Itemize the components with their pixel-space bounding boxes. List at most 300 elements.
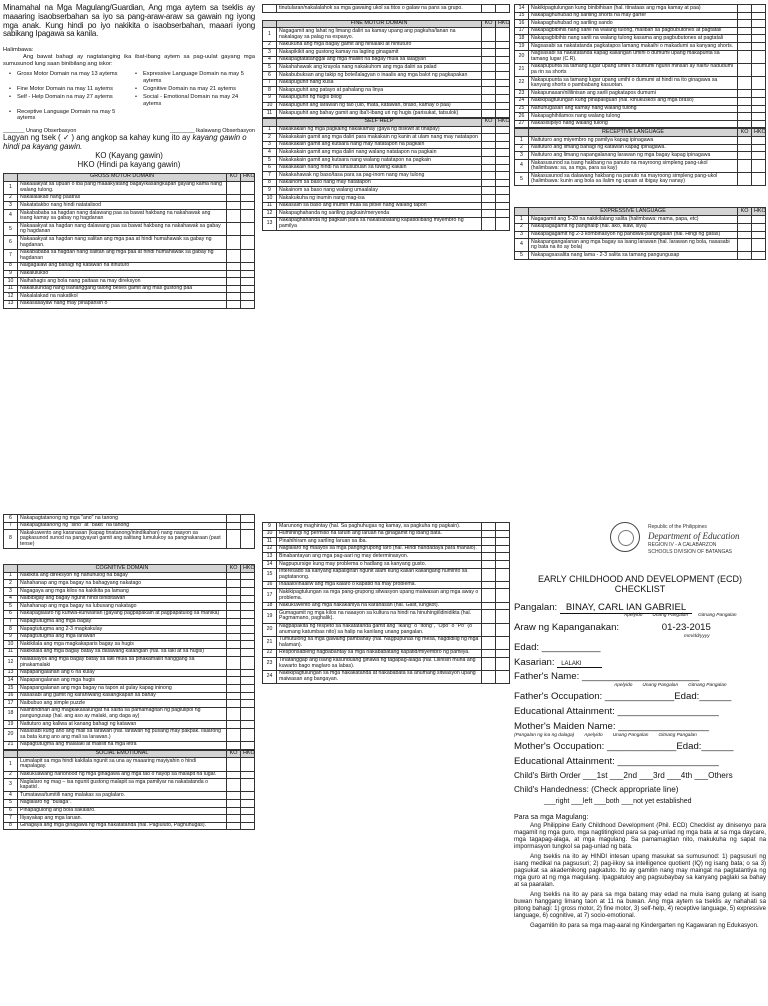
ko-checkbox[interactable] (227, 677, 241, 685)
ko-checkbox[interactable] (482, 157, 496, 165)
ko-checkbox[interactable] (738, 223, 752, 231)
ko-checkbox[interactable] (738, 137, 752, 145)
hko-checkbox[interactable] (752, 77, 766, 90)
table-row (263, 610, 510, 623)
ko-checkbox[interactable] (227, 822, 241, 830)
hko-checkbox[interactable] (241, 236, 255, 249)
ko-checkbox[interactable] (227, 572, 241, 580)
ko-checkbox[interactable] (227, 779, 241, 792)
item-text: Nakaaakyat sa hagdan nang salitan ang mga paa at hindi humahawak sa gabay ng hagdanan. (18, 236, 227, 249)
hko-checkbox[interactable] (241, 588, 255, 596)
ko-checkbox[interactable] (482, 126, 496, 134)
ko-checkbox[interactable] (227, 728, 241, 741)
hko-checkbox[interactable] (496, 561, 510, 569)
hko-checkbox[interactable] (241, 181, 255, 194)
ko-checkbox[interactable] (482, 545, 496, 553)
item-number: 12 (263, 545, 277, 553)
hko-checkbox[interactable] (241, 799, 255, 807)
hko-checkbox[interactable] (496, 581, 510, 589)
item-text: Nakapagtatanong ng mga "ano" na tanong (18, 515, 227, 523)
hko-checkbox[interactable] (496, 670, 510, 683)
table-row (263, 568, 510, 581)
ko-checkbox[interactable] (738, 5, 752, 13)
hko-checkbox[interactable] (496, 545, 510, 553)
item-text: Napagtutugma ang malalaki at maliliit na mga letra (18, 741, 227, 749)
ko-checkbox[interactable] (227, 721, 241, 729)
hko-checkbox[interactable] (241, 815, 255, 823)
ko-checkbox[interactable] (738, 113, 752, 121)
ko-checkbox[interactable] (227, 181, 241, 194)
ko-checkbox[interactable] (227, 595, 241, 603)
hko-checkbox[interactable] (496, 210, 510, 218)
hko-checkbox[interactable] (241, 677, 255, 685)
hko-checkbox[interactable] (241, 792, 255, 800)
ko-checkbox[interactable] (482, 530, 496, 538)
hko-checkbox[interactable] (241, 530, 255, 549)
hko-checkbox[interactable] (496, 649, 510, 657)
ko-checkbox[interactable] (482, 602, 496, 610)
hko-checkbox[interactable] (496, 149, 510, 157)
hko-checkbox[interactable] (752, 113, 766, 121)
ko-checkbox[interactable] (482, 568, 496, 581)
ko-checkbox[interactable] (482, 5, 496, 13)
item-text: Nakakakain gamit ang kutsara nang walang natatapon na pagkain (277, 157, 482, 165)
ko-checkbox[interactable] (227, 758, 241, 771)
hko-checkbox[interactable] (496, 202, 510, 210)
name-sublabels: Apelyido Unang Pangalan Gitnang Pangalan (624, 613, 737, 619)
hko-checkbox[interactable] (752, 231, 766, 239)
ko-checkbox[interactable] (482, 110, 496, 118)
item-text: Nakasusunod sa isang hakbang na panuto na mayroong simpleng pang-ukol (halimbawa: sa, sa mga, para sa kay) (529, 160, 738, 173)
ko-checkbox[interactable] (227, 648, 241, 656)
ko-checkbox[interactable] (227, 588, 241, 596)
mother-name-field[interactable]: Mother's Maiden Name: _________________ (514, 720, 709, 732)
ko-checkbox[interactable] (227, 656, 241, 669)
age-field[interactable]: Edad: ___________ (514, 641, 601, 653)
item-text: Tinatanggap ang isang kasunduang ginawa ng tagapag-alaga (hal. Lilinisin muna ang kuwarto bago maglaro sa labas). (277, 657, 482, 670)
item-number: 14 (263, 561, 277, 569)
item-number: 10 (263, 195, 277, 203)
hko-checkbox[interactable] (241, 300, 255, 308)
ko-checkbox[interactable] (227, 278, 241, 286)
hko-checkbox[interactable] (241, 707, 255, 720)
hko-checkbox[interactable] (496, 568, 510, 581)
hko-checkbox[interactable] (241, 741, 255, 749)
father-education-field[interactable]: Educational Attainment: ___________________ (514, 706, 719, 718)
handedness-options[interactable]: ___right ___left ___both ___not yet established (544, 797, 692, 805)
domain-title: GROSS MOTOR DOMAIN (18, 173, 227, 181)
hko-checkbox[interactable] (241, 285, 255, 293)
hko-checkbox[interactable] (752, 144, 766, 152)
ko-checkbox[interactable] (482, 210, 496, 218)
hko-checkbox[interactable] (496, 538, 510, 546)
item-text: Nasasabi kung ano ang mali sa larawan (hal. larawan ng pusang may pakpak. Ilalarong sa bata kung ano ang mali sa larawan.) (18, 728, 227, 741)
birthdate-field[interactable]: Araw ng Kapanganakan: 01-23-2015 (514, 621, 711, 633)
hko-checkbox[interactable] (752, 63, 766, 76)
table-row (515, 43, 766, 51)
hko-checkbox[interactable] (752, 152, 766, 160)
hko-checkbox[interactable] (496, 523, 510, 531)
ko-checkbox[interactable] (482, 102, 496, 110)
hko-checkbox[interactable] (752, 120, 766, 128)
hko-checkbox[interactable] (241, 779, 255, 792)
ko-checkbox[interactable] (482, 195, 496, 203)
ko-checkbox[interactable] (482, 187, 496, 195)
ko-checkbox[interactable] (482, 72, 496, 80)
table-row (4, 194, 255, 202)
item-text: Nakapupunta sa tamang lugar upang umihi o dumumi at hindi na ito ginagawa sa kanyang shorts o pambabang kasuotan. (529, 77, 738, 90)
ko-checkbox[interactable] (227, 799, 241, 807)
ko-checkbox[interactable] (227, 236, 241, 249)
item-text: Nakalalakad nang paatras (18, 194, 227, 202)
hko-checkbox[interactable] (752, 35, 766, 43)
ko-checkbox[interactable] (227, 603, 241, 611)
ko-checkbox[interactable] (738, 97, 752, 105)
hko-checkbox[interactable] (752, 173, 766, 186)
ko-checkbox[interactable] (482, 41, 496, 49)
item-text: Naglalaro ng maayos sa mga pangngrupong laro (hal. Hindi nandadaya para manalo). (277, 545, 482, 553)
hko-checkbox[interactable] (241, 572, 255, 580)
hko-checkbox[interactable] (752, 20, 766, 28)
ko-checkbox[interactable] (482, 523, 496, 531)
hko-checkbox[interactable] (496, 602, 510, 610)
hko-checkbox[interactable] (496, 589, 510, 602)
item-text: Nahuhugasan ang kamay nang walang tulong (529, 105, 738, 113)
item-text: Nakainom sa baso nang may natatapon (277, 179, 482, 187)
hko-checkbox[interactable] (496, 195, 510, 203)
hko-checkbox[interactable] (241, 771, 255, 779)
ko-checkbox[interactable] (738, 12, 752, 20)
ko-checkbox[interactable] (227, 270, 241, 278)
hko-checkbox[interactable] (752, 27, 766, 35)
ko-checkbox[interactable] (482, 172, 496, 180)
item-text: Nakakukuha ng inumin nang mag-isa (277, 195, 482, 203)
ko-checkbox[interactable] (482, 87, 496, 95)
hko-checkbox[interactable] (496, 141, 510, 149)
ko-checkbox[interactable] (482, 581, 496, 589)
birth-order-field[interactable]: Child's Birth Order ___1st ___2nd ___3rd ___4th ___Others (514, 771, 733, 781)
ko-checkbox[interactable] (482, 553, 496, 561)
item-number: 17 (4, 700, 18, 708)
ko-checkbox[interactable] (482, 649, 496, 657)
panel-fine-motor-self-help (262, 4, 510, 500)
ko-checkbox[interactable] (482, 636, 496, 649)
item-number: 5 (515, 252, 529, 260)
ko-checkbox[interactable] (738, 35, 752, 43)
hko-checkbox[interactable] (241, 626, 255, 634)
handedness-label: Child's Handedness: (Check appropriate line) (514, 784, 679, 794)
hko-checkbox[interactable] (241, 618, 255, 626)
ko-checkbox[interactable] (227, 285, 241, 293)
ko-checkbox[interactable] (482, 49, 496, 57)
hko-checkbox[interactable] (241, 603, 255, 611)
item-number: 3 (263, 49, 277, 57)
hko-checkbox[interactable] (496, 157, 510, 165)
ko-checkbox[interactable] (227, 202, 241, 210)
hko-checkbox[interactable] (241, 293, 255, 301)
item-text: Nakalalakad na nakatikol (18, 293, 227, 301)
item-number: 9 (4, 270, 18, 278)
table-row (4, 721, 255, 729)
name-field[interactable]: Pangalan: BINAY, CARL IAN GABRIEL (514, 603, 766, 614)
table-row (4, 580, 255, 588)
table-header-row (515, 129, 766, 137)
hko-checkbox[interactable] (496, 610, 510, 623)
ko-checkbox[interactable] (227, 626, 241, 634)
hko-checkbox[interactable] (496, 530, 510, 538)
hko-checkbox[interactable] (496, 102, 510, 110)
ko-checkbox[interactable] (227, 641, 241, 649)
hko-checkbox[interactable] (241, 202, 255, 210)
hko-checkbox[interactable] (752, 137, 766, 145)
ko-checkbox[interactable] (738, 239, 752, 252)
hko-checkbox[interactable] (496, 126, 510, 134)
hko-checkbox[interactable] (241, 633, 255, 641)
ko-checkbox[interactable] (227, 633, 241, 641)
hko-checkbox[interactable] (496, 87, 510, 95)
ko-checkbox[interactable] (738, 216, 752, 224)
ko-checkbox[interactable] (227, 249, 241, 262)
hko-checkbox[interactable] (241, 262, 255, 270)
item-number: 3 (4, 588, 18, 596)
hko-checkbox[interactable] (241, 641, 255, 649)
panel-social-emotional (262, 514, 510, 1004)
hko-checkbox[interactable] (241, 728, 255, 741)
item-number: 17 (515, 27, 529, 35)
ko-checkbox[interactable] (227, 262, 241, 270)
hko-checkbox[interactable] (241, 515, 255, 523)
ko-checkbox[interactable] (227, 580, 241, 588)
ko-checkbox[interactable] (227, 618, 241, 626)
ko-checkbox[interactable] (738, 105, 752, 113)
hko-checkbox[interactable] (496, 56, 510, 64)
hko-checkbox[interactable] (752, 12, 766, 20)
hko-checkbox[interactable] (241, 610, 255, 618)
hko-checkbox[interactable] (241, 270, 255, 278)
ko-checkbox[interactable] (738, 152, 752, 160)
ko-checkbox[interactable] (227, 685, 241, 693)
ko-checkbox[interactable] (738, 20, 752, 28)
father-name-field[interactable]: Father's Name: ______________________ (514, 671, 700, 683)
hko-checkbox[interactable] (752, 160, 766, 173)
ko-checkbox[interactable] (227, 293, 241, 301)
gross-motor-table (3, 173, 255, 309)
hko-checkbox[interactable] (241, 580, 255, 588)
ko-checkbox[interactable] (227, 707, 241, 720)
ko-checkbox[interactable] (227, 669, 241, 677)
item-text: Nakalulundag nang isahanggang talong beses gamit ang mas gustong paa (18, 285, 227, 293)
ko-checkbox[interactable] (482, 561, 496, 569)
ko-checkbox[interactable] (738, 43, 752, 51)
ko-checkbox[interactable] (738, 173, 752, 186)
hko-checkbox[interactable] (496, 636, 510, 649)
ko-checkbox[interactable] (482, 657, 496, 670)
item-text: Naiaasayos ang mga bagay batay sa laki mula sa pinakamaliit hanggang sa pinakamalaki (18, 656, 227, 669)
item-number: 10 (4, 278, 18, 286)
ko-checkbox[interactable] (227, 210, 241, 223)
mother-education-field[interactable]: Educational Attainment: ___________________ (514, 755, 719, 767)
ko-checkbox[interactable] (738, 144, 752, 152)
hko-checkbox[interactable] (496, 217, 510, 230)
hko-checkbox[interactable] (241, 669, 255, 677)
hko-checkbox[interactable] (752, 239, 766, 252)
item-text: Naituturo ang limang napangalanang larawan ng mga bagay kapag ipinagawa (529, 152, 738, 160)
table-row (4, 530, 255, 549)
item-text: Napagtutugma ang mga bagay (18, 618, 227, 626)
ko-checkbox[interactable] (482, 28, 496, 41)
ko-checkbox[interactable] (482, 56, 496, 64)
ko-checkbox[interactable] (227, 610, 241, 618)
hko-checkbox[interactable] (496, 164, 510, 172)
ko-checkbox[interactable] (227, 300, 241, 308)
hko-checkbox[interactable] (241, 692, 255, 700)
ko-checkbox[interactable] (482, 538, 496, 546)
table-row (4, 202, 255, 210)
hko-checkbox[interactable] (241, 822, 255, 830)
ko-checkbox[interactable] (738, 231, 752, 239)
ko-checkbox[interactable] (482, 134, 496, 142)
hko-checkbox[interactable] (496, 5, 510, 13)
hko-checkbox[interactable] (241, 700, 255, 708)
domain-title: COGNITIVE DOMAIN (18, 565, 227, 573)
ko-checkbox[interactable] (482, 670, 496, 683)
hko-checkbox[interactable] (241, 721, 255, 729)
table-row (263, 187, 510, 195)
ko-checkbox[interactable] (482, 179, 496, 187)
ko-checkbox[interactable] (482, 79, 496, 87)
ko-checkbox[interactable] (482, 64, 496, 72)
hko-checkbox[interactable] (241, 685, 255, 693)
hko-checkbox[interactable] (752, 252, 766, 260)
mother-occupation-field[interactable]: Mother's Occupation: _____________Edad:______ (514, 741, 734, 752)
table-row (263, 87, 510, 95)
item-number: 4 (263, 149, 277, 157)
ko-checkbox[interactable] (227, 700, 241, 708)
ko-checkbox[interactable] (482, 94, 496, 102)
hko-checkbox[interactable] (752, 90, 766, 98)
hko-checkbox[interactable] (496, 623, 510, 636)
table-row (263, 623, 510, 636)
item-number: 2 (263, 41, 277, 49)
hko-checkbox[interactable] (496, 553, 510, 561)
ko-checkbox[interactable] (738, 50, 752, 63)
ko-checkbox[interactable] (738, 77, 752, 90)
hko-checkbox[interactable] (241, 648, 255, 656)
hko-checkbox[interactable] (752, 105, 766, 113)
ko-checkbox[interactable] (227, 692, 241, 700)
legend-item: • Self - Help Domain na may 27 aytems (9, 94, 129, 107)
hko-checkbox[interactable] (241, 210, 255, 223)
sex-field[interactable]: Kasarian: LALAKI (514, 658, 766, 669)
ko-checkbox[interactable] (738, 120, 752, 128)
hko-checkbox[interactable] (496, 657, 510, 670)
ko-checkbox[interactable] (227, 530, 241, 549)
hko-checkbox[interactable] (241, 194, 255, 202)
hko-checkbox[interactable] (241, 278, 255, 286)
item-number: 10 (263, 102, 277, 110)
hko-checkbox[interactable] (496, 94, 510, 102)
ko-checkbox[interactable] (738, 160, 752, 173)
continued-text: tinutularan/nakalalahok sa mga gawaing ukol sa titos o galaw na pans sa grupo. (277, 5, 482, 13)
hko-checkbox[interactable] (496, 64, 510, 72)
hko-checkbox[interactable] (241, 656, 255, 669)
hko-checkbox[interactable] (496, 49, 510, 57)
table-row (4, 700, 255, 708)
ko-checkbox[interactable] (227, 815, 241, 823)
ko-checkbox[interactable] (227, 515, 241, 523)
hko-checkbox[interactable] (496, 179, 510, 187)
ko-checkbox[interactable] (482, 149, 496, 157)
ko-checkbox[interactable] (738, 63, 752, 76)
ko-checkbox[interactable] (482, 589, 496, 602)
ko-checkbox[interactable] (227, 223, 241, 236)
ko-header: KO (738, 129, 752, 137)
hko-checkbox[interactable] (752, 97, 766, 105)
hko-checkbox[interactable] (241, 758, 255, 771)
table-row (4, 758, 255, 771)
ko-checkbox[interactable] (482, 217, 496, 230)
hko-checkbox[interactable] (496, 28, 510, 41)
father-occupation-field[interactable]: Father's Occupation: _____________Edad:______ (514, 691, 732, 703)
table-row (263, 110, 510, 118)
hko-checkbox[interactable] (241, 522, 255, 530)
ko-checkbox[interactable] (227, 807, 241, 815)
ko-checkbox[interactable] (227, 522, 241, 530)
hko-checkbox[interactable] (496, 110, 510, 118)
ko-checkbox[interactable] (227, 771, 241, 779)
hko-checkbox[interactable] (241, 595, 255, 603)
ko-checkbox[interactable] (738, 252, 752, 260)
hko-checkbox[interactable] (241, 807, 255, 815)
hko-checkbox[interactable] (496, 187, 510, 195)
hko-checkbox[interactable] (241, 223, 255, 236)
cognitive-table (3, 564, 255, 749)
table-row (263, 553, 510, 561)
intro-paragraph: Minamahal na Mga Magulang/Guardian, Ang mga aytem sa tseklis ay maaaring isaobserbahan sa iyo sa pang-araw-araw sa gawain ng iyong mga anak. Kung hindi po iyo nakikita o isaobserbahan, maaari iyong sabikang Ipagawa sa kanila. (3, 4, 255, 39)
ko-checkbox[interactable] (227, 194, 241, 202)
table-row (4, 779, 255, 792)
ko-checkbox[interactable] (482, 141, 496, 149)
hko-checkbox[interactable] (752, 43, 766, 51)
item-number: 15 (4, 685, 18, 693)
ko-checkbox[interactable] (738, 90, 752, 98)
ko-checkbox[interactable] (482, 623, 496, 636)
hko-checkbox[interactable] (496, 41, 510, 49)
deped-seal-icon (610, 522, 640, 552)
hko-checkbox[interactable] (752, 216, 766, 224)
item-text: Nakakakain nang hindi na sinusubuan sa tuwing kakain (277, 164, 482, 172)
item-number: 11 (4, 285, 18, 293)
item-number: 7 (4, 618, 18, 626)
ko-checkbox[interactable] (482, 610, 496, 623)
ko-checkbox[interactable] (738, 27, 752, 35)
ko-checkbox[interactable] (227, 792, 241, 800)
hko-checkbox[interactable] (496, 79, 510, 87)
hko-checkbox[interactable] (496, 172, 510, 180)
ko-checkbox[interactable] (227, 741, 241, 749)
hko-checkbox[interactable] (496, 72, 510, 80)
item-text: Nakukuwento ang mga nakakahiya na karanasan (hal. Galit, lungkot). (277, 602, 482, 610)
hko-checkbox[interactable] (752, 5, 766, 13)
hko-checkbox[interactable] (752, 223, 766, 231)
domain-title: EXPRESSIVE LANGUAGE (529, 208, 738, 216)
hko-checkbox[interactable] (496, 134, 510, 142)
ko-checkbox[interactable] (482, 202, 496, 210)
ko-checkbox[interactable] (482, 164, 496, 172)
hko-checkbox[interactable] (752, 50, 766, 63)
receptive-language-table (514, 128, 766, 186)
hko-checkbox[interactable] (241, 249, 255, 262)
